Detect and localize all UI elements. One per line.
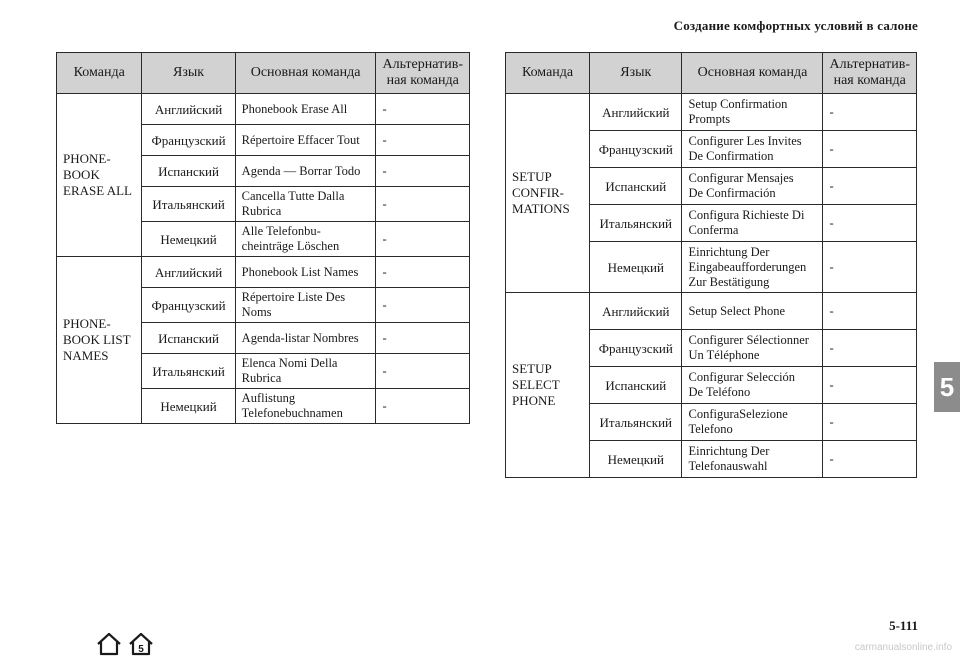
main-command-cell [235, 222, 376, 257]
main-command-line: Phonebook List Names [241, 264, 359, 279]
alt-command-cell: - [376, 389, 470, 424]
main-command-cell [235, 288, 376, 323]
main-command-cell [235, 187, 376, 222]
page-number: 5-111 [889, 618, 918, 633]
main-command-line: Phonebook Erase All [241, 101, 348, 116]
language-cell: Немецкий [142, 222, 235, 257]
main-command-cell [682, 330, 823, 367]
main-command-line: Cancella Tutte Dalla [241, 189, 345, 203]
main-command-line: Répertoire Effacer Tout [241, 132, 360, 147]
main-command-cell [235, 94, 376, 125]
main-command-cell [682, 168, 823, 205]
alt-command-cell: - [376, 257, 470, 288]
alt-command-cell: - [376, 187, 470, 222]
language-cell: Итальянский [590, 404, 682, 441]
main-command-cell [235, 257, 376, 288]
main-command-line: Auflistung [241, 391, 296, 405]
language-cell: Испанский [142, 323, 235, 354]
main-command-line: Un Téléphone [688, 348, 760, 362]
alt-command-cell: - [376, 125, 470, 156]
main-command-cell [682, 94, 823, 131]
main-command-cell [682, 404, 823, 441]
column-header-main-command: Основная команда [235, 53, 376, 94]
main-command-line: Agenda — Borrar Todo [241, 163, 361, 178]
table-row [57, 257, 470, 288]
alt-command-cell: - [376, 156, 470, 187]
language-cell: Немецкий [590, 242, 682, 293]
commands-table-left [56, 52, 470, 424]
main-command-line: De Teléfono [688, 385, 751, 399]
main-command-line: Prompts [688, 112, 731, 126]
main-command-cell [682, 441, 823, 478]
main-command-line: cheinträge Löschen [241, 239, 340, 253]
main-command-line: ConfiguraSelezione [688, 407, 788, 421]
column-header-language: Язык [142, 53, 235, 94]
alt-command-cell: - [376, 354, 470, 389]
main-command-line: Configurar Selección [688, 370, 796, 384]
main-command-line: De Confirmation [688, 149, 774, 163]
main-command-line: Alle Telefonbu- [241, 224, 321, 238]
language-cell: Немецкий [590, 441, 682, 478]
main-command-cell [235, 389, 376, 424]
main-command-line: Telefono [688, 422, 733, 436]
main-command-cell [682, 205, 823, 242]
main-command-line: Zur Bestätigung [688, 274, 770, 289]
alt-command-cell: - [823, 330, 917, 367]
alt-header-line: Альтернатив- [829, 57, 910, 72]
main-command-cell [682, 367, 823, 404]
main-command-line: Einrichtung Der [688, 244, 770, 259]
main-command-line: Configurer Les Invites [688, 134, 802, 148]
main-command-line: Telefonebuchnamen [241, 406, 343, 420]
alt-command-cell: - [823, 131, 917, 168]
alt-command-cell: - [376, 94, 470, 125]
language-cell: Французский [590, 131, 682, 168]
main-command-line: Conferma [688, 223, 739, 237]
main-command-line: Rubrica [241, 371, 282, 385]
alt-command-cell: - [823, 168, 917, 205]
language-cell: Английский [142, 94, 235, 125]
main-command-line: Telefonauswahl [688, 459, 768, 473]
command-cell [506, 94, 590, 293]
main-command-line: Einrichtung Der [688, 444, 770, 458]
main-command-cell [235, 125, 376, 156]
alt-command-cell: - [376, 288, 470, 323]
column-header-command: Команда [506, 53, 590, 94]
language-cell: Немецкий [142, 389, 235, 424]
language-cell: Итальянский [142, 354, 235, 389]
command-cell [57, 257, 142, 424]
alt-command-cell: - [823, 94, 917, 131]
alt-command-cell: - [823, 242, 917, 293]
alt-command-cell: - [376, 222, 470, 257]
commands-table-right [505, 52, 917, 478]
alt-command-cell: - [823, 205, 917, 242]
column-header-alt-command [376, 53, 470, 94]
alt-header-line: Альтернатив- [382, 57, 463, 72]
alt-command-cell: - [823, 293, 917, 330]
alt-header-line: ная команда [386, 73, 459, 88]
language-cell: Испанский [142, 156, 235, 187]
language-cell: Французский [142, 288, 235, 323]
main-command-line: Agenda-listar Nombres [241, 330, 359, 345]
main-command-cell [235, 323, 376, 354]
table-row [506, 94, 917, 131]
main-command-line: Noms [241, 305, 272, 319]
alt-command-cell: - [823, 441, 917, 478]
main-command-line: Répertoire Liste Des [241, 290, 346, 304]
main-command-line: Configurer Sélectionner [688, 333, 809, 347]
table-header-row [57, 53, 470, 94]
main-command-line: Configurar Mensajes [688, 171, 794, 185]
main-command-cell [682, 293, 823, 330]
main-command-line: Rubrica [241, 204, 282, 218]
language-cell: Французский [590, 330, 682, 367]
main-command-line: De Confirmación [688, 186, 776, 200]
column-header-language: Язык [590, 53, 682, 94]
column-header-command: Команда [57, 53, 142, 94]
language-cell: Итальянский [590, 205, 682, 242]
table-header-row [506, 53, 917, 94]
table-row [57, 94, 470, 125]
alt-header-line: ная команда [833, 73, 906, 88]
section-tab[interactable]: 5 [934, 362, 960, 412]
main-command-cell [682, 131, 823, 168]
language-cell: Английский [590, 94, 682, 131]
column-header-main-command: Основная команда [682, 53, 823, 94]
language-cell: Французский [142, 125, 235, 156]
command-cell [506, 293, 590, 478]
command-name: PHONE- BOOK LIST NAMES [63, 316, 131, 363]
alt-command-cell: - [376, 323, 470, 354]
main-command-cell [235, 354, 376, 389]
language-cell: Английский [590, 293, 682, 330]
home-icon[interactable] [96, 632, 122, 656]
nav-icons [96, 632, 154, 656]
chapter-5-home-icon[interactable] [128, 632, 154, 656]
main-command-line: Elenca Nomi Della [241, 356, 338, 370]
language-cell: Итальянский [142, 187, 235, 222]
table-row [506, 293, 917, 330]
main-command-line: Eingabeaufforderungen [688, 259, 807, 274]
column-header-alt-command [823, 53, 917, 94]
watermark: carmanualsonline.info [854, 642, 952, 653]
main-command-cell [235, 156, 376, 187]
alt-command-cell: - [823, 367, 917, 404]
language-cell: Испанский [590, 367, 682, 404]
alt-command-cell: - [823, 404, 917, 441]
page-header: Создание комфортных условий в салоне [673, 18, 918, 33]
chapter-icon-label: 5 [138, 644, 144, 655]
command-name: SETUP SELECT PHONE [512, 361, 560, 408]
language-cell: Испанский [590, 168, 682, 205]
command-name: PHONE- BOOK ERASE ALL [63, 151, 132, 198]
command-name: SETUP CONFIR- MATIONS [512, 169, 570, 216]
command-cell [57, 94, 142, 257]
main-command-line: Setup Confirmation [688, 97, 788, 111]
main-command-cell [682, 242, 823, 293]
main-command-line: Configura Richieste Di [688, 208, 805, 222]
main-command-line: Setup Select Phone [688, 303, 785, 318]
language-cell: Английский [142, 257, 235, 288]
